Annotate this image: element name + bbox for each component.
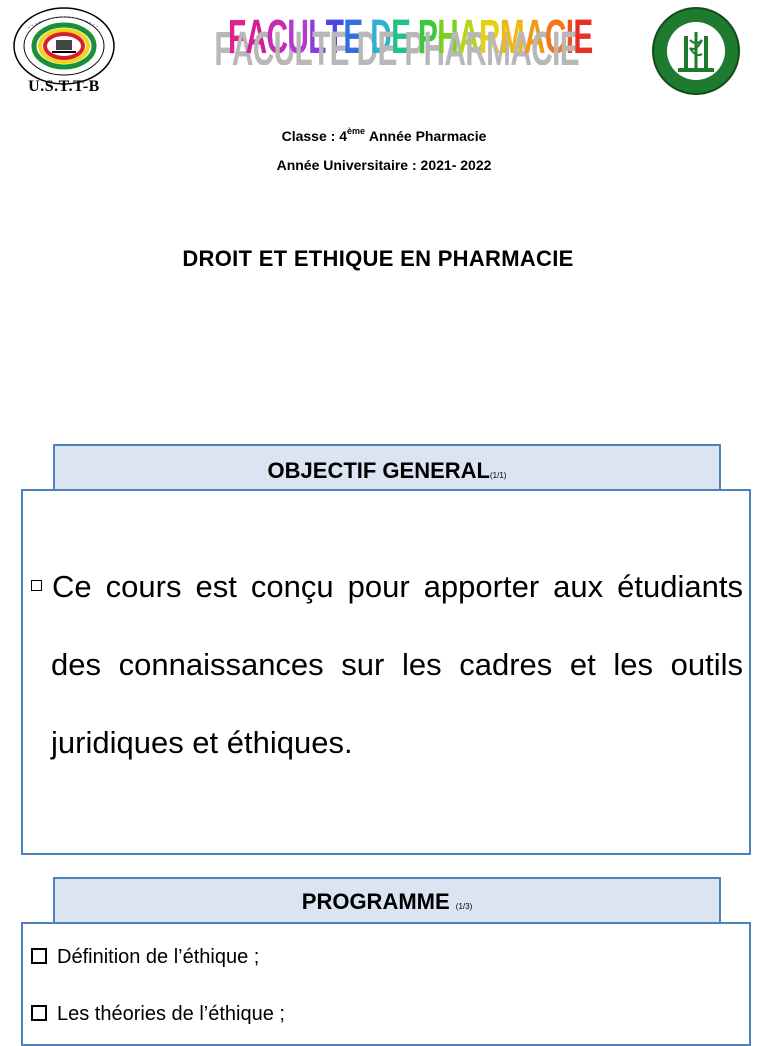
objectif-panel [21,489,751,855]
class-line [0,128,768,144]
year-value: 2021- 2022 [420,157,492,173]
faculty-title-letter: C [544,11,566,64]
checkbox-square-icon [31,948,47,964]
year-line [0,157,768,173]
bullet-square-icon [31,580,42,591]
class-value: Année Pharmacie [368,128,487,144]
faculty-title-letter: M [499,11,524,64]
faculty-title-letter: R [478,11,500,64]
class-sup: ème [346,126,365,136]
faculty-title-letter: A [458,11,479,64]
faculty-title-letter: A [523,11,545,64]
objectif-heading-tab [53,444,721,492]
programme-item: Définition de l’éthique ; [31,946,259,969]
objectif-line: juridiques et éthiques. [51,725,353,760]
faculty-title-letter: D [370,11,392,64]
faph-logo [648,6,744,96]
programme-page-ref: (1/3) [455,902,473,911]
objectif-text [31,548,743,782]
programme-panel [21,922,751,1046]
course-title: DROIT ET ETHIQUE EN PHARMACIE [182,246,574,271]
objectif-line: Ce cours est conçu pour apporter aux étudiants [31,548,743,626]
faculty-title-letter: H [437,11,459,64]
faculty-title-letter: E [343,11,363,64]
faculty-title-letter: C [266,11,288,64]
programme-heading: PROGRAMME [301,889,450,914]
faculty-title-letter: A [245,11,267,64]
faculty-title-letter: E [391,11,411,64]
faculty-title-letter: L [308,11,326,64]
objectif-heading: OBJECTIF GENERAL [267,458,490,483]
programme-heading-tab [53,877,721,925]
checkbox-square-icon [31,1005,47,1021]
class-number: 4 [339,128,347,144]
faculty-title-letter: T [325,11,344,64]
faculty-title-letter: F [228,11,246,64]
faculty-title [228,6,593,70]
programme-item: Les théories de l’éthique ; [31,1003,285,1026]
usttb-caption: U.S.T.T-B [28,78,100,95]
objectif-line: des connaissances sur les cadres et les outils [51,647,743,682]
faculty-title-letter: E [573,11,593,64]
faculty-title-letter: U [287,11,309,64]
objectif-page-ref: (1/1) [490,471,507,480]
year-label: Année Universitaire : [276,157,417,173]
faculty-title-letter: P [417,11,438,64]
class-label: Classe : [281,128,336,144]
faculty-title-letter: I [565,11,574,64]
